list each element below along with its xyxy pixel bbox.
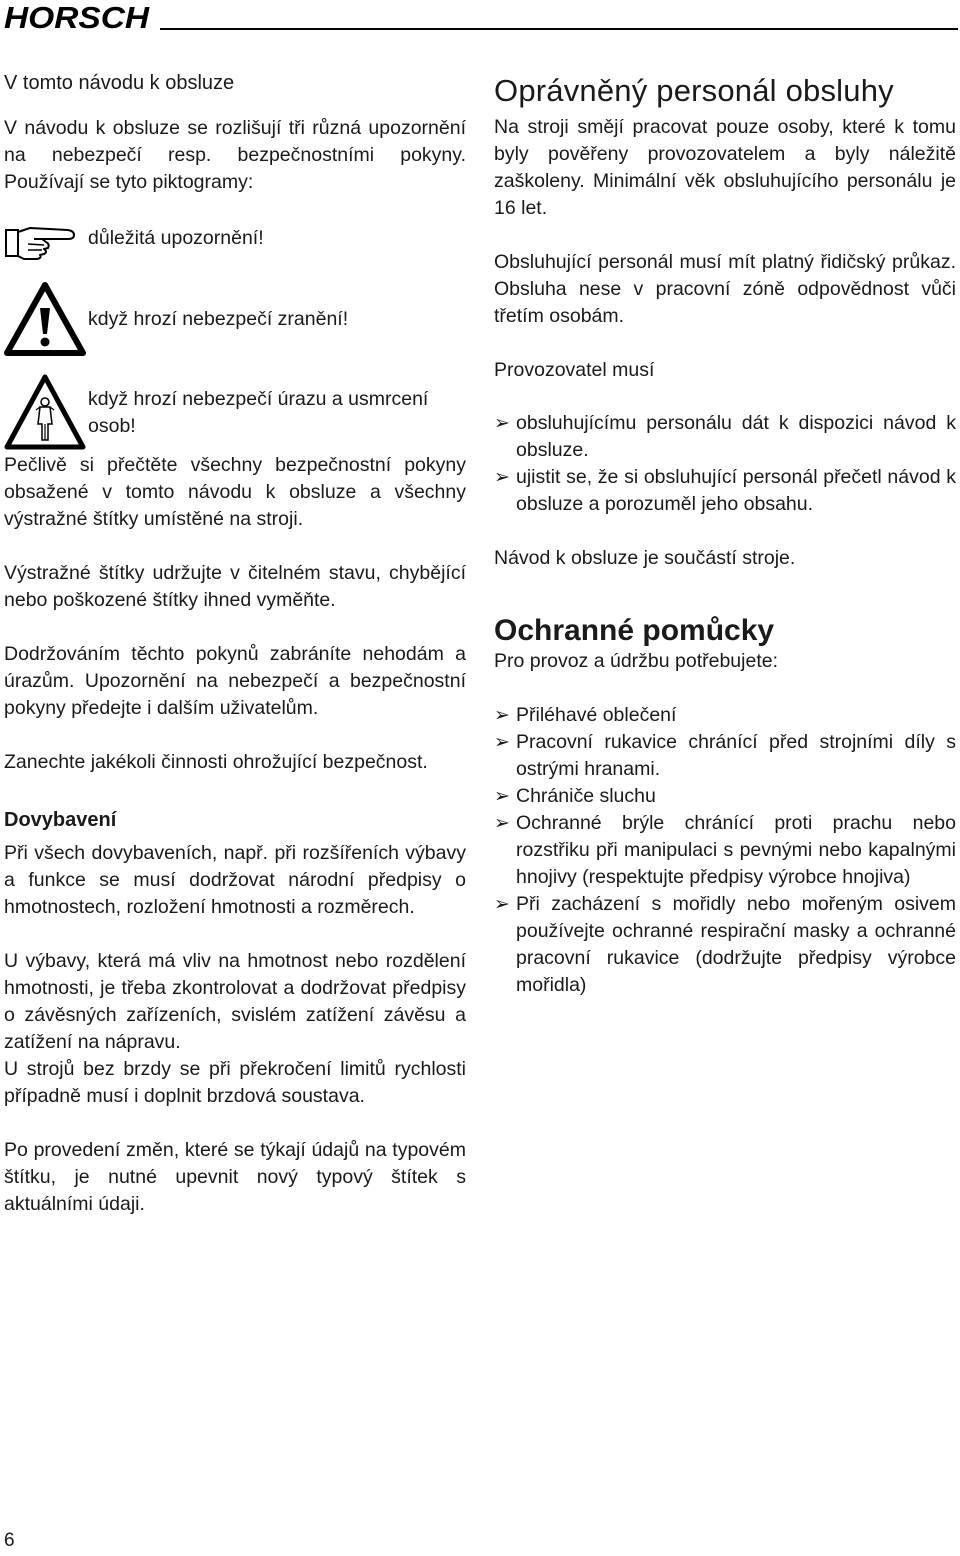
chevron-bullet-icon: ➢ — [494, 705, 510, 726]
list-item: ➢ Pracovní rukavice chránící před strojními díly s ostrými hranami. — [494, 731, 956, 780]
intro-heading: V tomto návodu k obsluze — [4, 72, 235, 94]
page-number: 6 — [4, 1530, 15, 1551]
pictogram-label-injury: když hrozí nebezpečí zranění! — [88, 308, 349, 330]
staff-paragraph-2: Obsluhující personál musí mít platný řidičský průkaz. Obsluha nese v pracovní zóně odpovědnost vůči třetím osobám. — [494, 251, 956, 327]
list-item: ➢ obsluhujícímu personálu dát k dispozici návod k obsluze. — [494, 412, 956, 461]
pointing-hand-icon — [4, 222, 76, 262]
pictogram-row-important — [4, 228, 466, 284]
avoid-unsafe-paragraph: Zanechte jakékoli činnosti ohrožující bezpečnost. — [4, 751, 428, 773]
horsch-logo: HORSCH — [4, 0, 150, 35]
compliance-paragraph: Dodržováním těchto pokynů zabráníte nehodám a úrazům. Upozornění na nebezpečí a bezpečnostní pokyny předejte i dalším uživatelům. — [4, 643, 466, 719]
read-instructions-paragraph: Pečlivě si přečtěte všechny bezpečnostní pokyny obsažené v tomto návodu k obsluze a všechny výstražné štítky umístěné na stroji. — [4, 454, 466, 530]
chevron-bullet-icon: ➢ — [494, 813, 510, 834]
intro-text: V návodu k obsluze se rozlišují tři různá upozornění na nebezpečí resp. bezpečnostními pokyny. Používají se tyto piktogramy: — [4, 117, 466, 193]
ppe-list — [494, 702, 956, 999]
chevron-bullet-icon: ➢ — [494, 467, 510, 488]
staff-paragraph-1: Na stroji smějí pracovat pouze osoby, které k tomu byly pověřeny provozovatelem a byly náležitě zaškoleny. Minimální věk obsluhujícího personálu je 16 let. — [494, 116, 956, 219]
left-column — [4, 70, 466, 1218]
operator-intro: Provozovatel musí — [494, 359, 655, 381]
chevron-bullet-icon: ➢ — [494, 894, 510, 915]
chevron-bullet-icon: ➢ — [494, 732, 510, 753]
chevron-bullet-icon: ➢ — [494, 413, 510, 434]
equipment-paragraph-4: Po provedení změn, které se týkají údajů na typovém štítku, je nutné upevnit nový typový štítek s aktuálními údaji. — [4, 1139, 466, 1215]
list-item: ➢ Přiléhavé oblečení — [494, 702, 956, 729]
right-column — [494, 70, 956, 999]
list-item: ➢ Ochranné brýle chránící proti prachu nebo rozstřiku při manipulaci s pevnými nebo kapalnými hnojivy (respektujte předpisy výrobce hnojiva) — [494, 812, 956, 888]
equipment-paragraph-2: U výbavy, která má vliv na hmotnost nebo rozdělení hmotnosti, je třeba zkontrolovat a dodržovat předpisy o závěsných zařízeních, svislém zatížení závěsu a zatížení na nápravu. — [4, 950, 466, 1053]
equipment-paragraph-1: Při všech dovybaveních, např. při rozšířeních výbavy a funkce se musí dodržovat národní předpisy o hmotnostech, rozložení hmotnosti a rozměrech. — [4, 842, 466, 918]
danger-person-triangle-icon — [4, 374, 86, 450]
manual-part-note: Návod k obsluze je součástí stroje. — [494, 547, 796, 569]
list-item: ➢ ujistit se, že si obsluhující personál přečetl návod k obsluze a porozuměl jeho obsahu. — [494, 466, 956, 515]
pictogram-label-death: když hrozí nebezpečí úrazu a usmrcení osob! — [88, 388, 429, 437]
pictogram-label-important: důležitá upozornění! — [88, 227, 264, 249]
staff-heading: Oprávněný personál obsluhy — [494, 73, 894, 108]
warning-triangle-icon — [4, 282, 86, 356]
operator-list — [494, 410, 956, 518]
ppe-intro: Pro provoz a údržbu potřebujete: — [494, 650, 779, 672]
page-header — [0, 0, 960, 40]
equipment-heading: Dovybavení — [4, 809, 117, 831]
header-rule — [160, 28, 958, 30]
list-item: ➢ Při zacházení s mořidly nebo mořeným osivem používejte ochranné respirační masky a ochranné pracovní rukavice (dodržujte předpisy výrobce mořidla) — [494, 893, 956, 996]
warning-labels-paragraph: Výstražné štítky udržujte v čitelném stavu, chybějící nebo poškozené štítky ihned vyměňte. — [4, 562, 466, 611]
pictogram-row-death — [4, 374, 466, 466]
equipment-paragraph-3: U strojů bez brzdy se při překročení limitů rychlosti případně musí i doplnit brzdová soustava. — [4, 1058, 466, 1107]
chevron-bullet-icon: ➢ — [494, 786, 510, 807]
pictogram-row-injury — [4, 284, 466, 374]
ppe-heading: Ochranné pomůcky — [494, 614, 775, 647]
list-item: ➢ Chrániče sluchu — [494, 783, 956, 810]
